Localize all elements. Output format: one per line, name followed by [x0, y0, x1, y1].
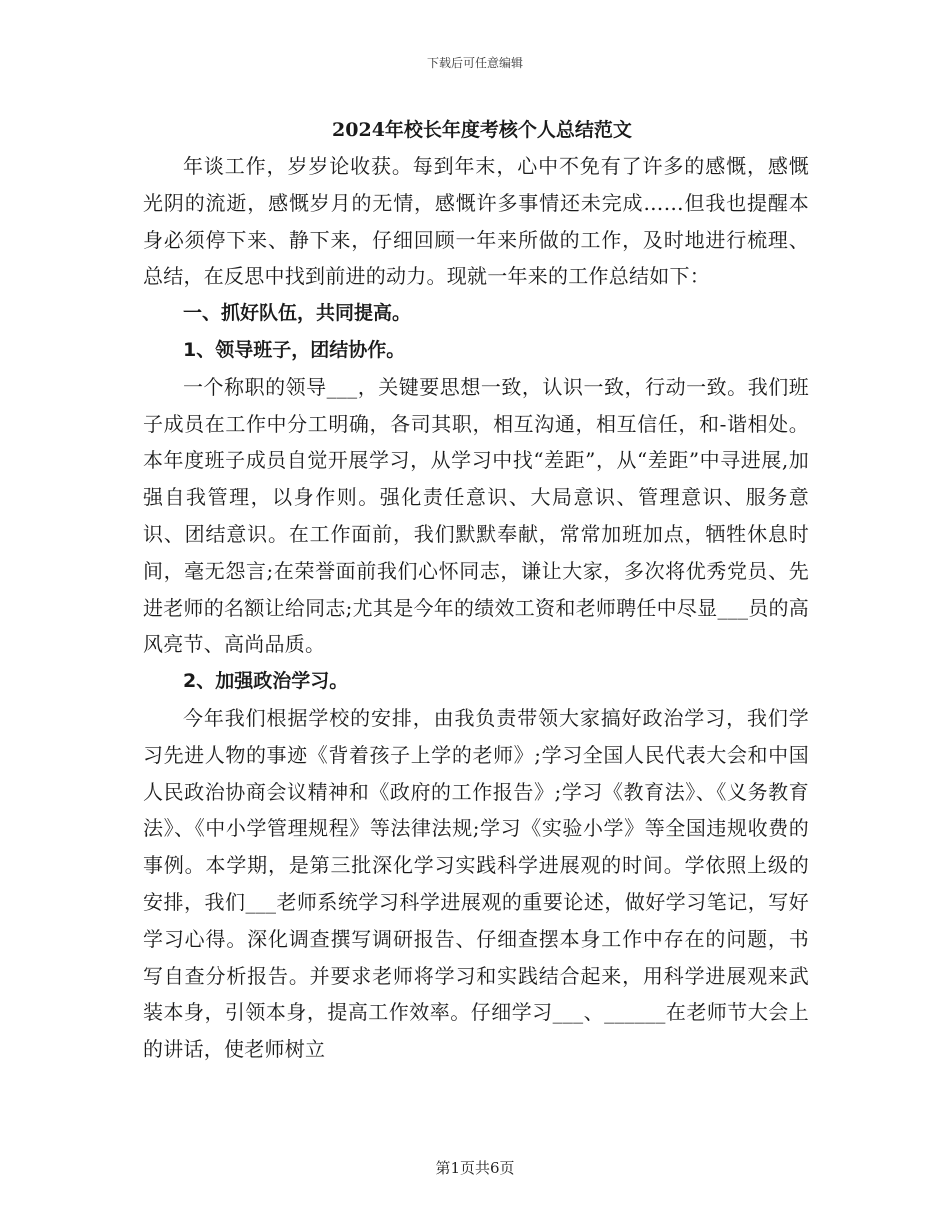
subsection-1-paragraph: 一个称职的领导___，关键要思想一致，认识一致，行动一致。我们班子成员在工作中分工明确，各司其职，相互沟通，相互信任，和-谐相处。本年度班子成员自觉开展学习，从学习中找“差距”，从“差距”中寻进展,加强自我管理，以身作则。强化责任意识、大局意识、管理意识、服务意识、团结意识。在工作面前，我们默默奉献，常常加班加点，牺牲休息时间，毫无怨言;在荣誉面前我们心怀同志，谦让大家，多次将优秀党员、先进老师的名额让给同志;尤其是今年的绩效工资和老师聘任中尽显___员的高风亮节、高尚品质。 — [143, 374, 809, 657]
subsection-1-heading: 1、领导班子，团结协作。 — [183, 338, 406, 361]
section-1-heading: 一、抓好队伍，共同提高。 — [183, 302, 412, 325]
subsection-2-heading: 2、加强政治学习。 — [183, 670, 349, 693]
document-title: 2024年校长年度考核个人总结范文 — [332, 119, 632, 141]
document-body — [143, 112, 809, 1068]
page-number: 第1页共6页 — [435, 1159, 515, 1177]
intro-paragraph: 年谈工作，岁岁论收获。每到年末，心中不免有了许多的感慨，感慨光阴的流逝，感慨岁月的无情，感慨许多事情还未完成……但我也提醒本身必须停下来、静下来，仔细回顾一年来所做的工作，及时地进行梳理、总结，在反思中找到前进的动力。现就一年来的工作总结如下： — [143, 154, 809, 289]
subsection-2-paragraph: 今年我们根据学校的安排，由我负责带领大家搞好政治学习，我们学习先进人物的事迹《背着孩子上学的老师》;学习全国人民代表大会和中国人民政治协商会议精神和《政府的工作报告》;学习《教育法》、《义务教育法》、《中小学管理规程》等法律法规;学习《实验小学》等全国违规收费的事例。本学期，是第三批深化学习实践科学进展观的时间。学依照上级的安排，我们___老师系统学习科学进展观的重要论述，做好学习笔记，写好学习心得。深化调查撰写调研报告、仔细查摆本身工作中存在的问题，书写自查分析报告。并要求老师将学习和实践结合起来，用科学进展观来武装本身，引领本身，提高工作效率。仔细学习___、______在老师节大会上的讲话，使老师树立 — [143, 705, 809, 1062]
page-header-note: 下载后可任意编辑 — [426, 56, 523, 70]
